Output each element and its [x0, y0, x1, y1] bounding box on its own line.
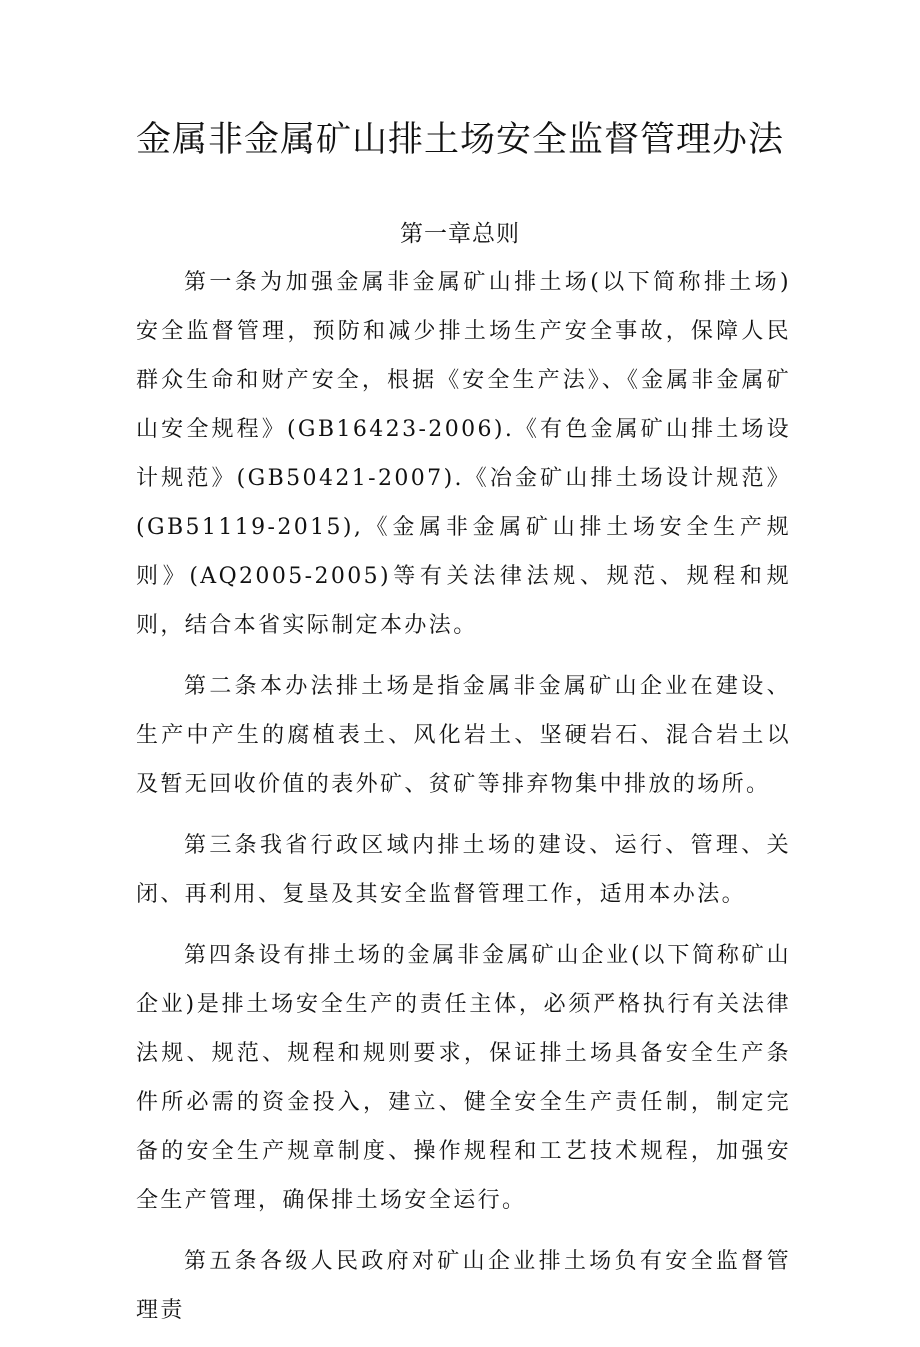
chapter-heading: 第一章总则 — [400, 221, 520, 247]
article-5-paragraph: 第五条各级人民政府对矿山企业排土场负有安全监督管理责 — [136, 1249, 791, 1323]
document-title: 金属非金属矿山排土场安全监督管理办法 — [135, 120, 784, 160]
article-4-paragraph: 第四条设有排土场的金属非金属矿山企业(以下简称矿山企业)是排土场安全生产的责任主体，必须严格执行有关法律法规、规范、规程和规则要求，保证排土场具备安全生产条件所必需的资金投入，建立、健全安全生产责任制，制定完备的安全生产规章制度、操作规程和工艺技术规程，加强安全生产管理，确保排土场安全运行。 — [136, 943, 791, 1213]
article-2-paragraph: 第二条本办法排土场是指金属非金属矿山企业在建设、生产中产生的腐植表土、风化岩土、坚硬岩石、混合岩土以及暂无回收价值的表外矿、贫矿等排弃物集中排放的场所。 — [136, 674, 791, 797]
article-3-paragraph: 第三条我省行政区域内排土场的建设、运行、管理、关闭、再利用、复垦及其安全监督管理工作，适用本办法。 — [136, 833, 791, 907]
article-1-paragraph: 第一条为加强金属非金属矿山排土场(以下简称排土场)安全监督管理，预防和减少排土场生产安全事故，保障人民群众生命和财产安全，根据《安全生产法》、《金属非金属矿山安全规程》(GB16423-2006).《有色金属矿山排土场设计规范》(GB50421-2007).《冶金矿山排土场设计规范》(GB51119-2015),《金属非金属矿山排土场安全生产规则》(AQ2005-2005)等有关法律法规、规范、规程和规则，结合本省实际制定本办法。 — [136, 270, 791, 638]
document-body — [136, 258, 791, 1347]
